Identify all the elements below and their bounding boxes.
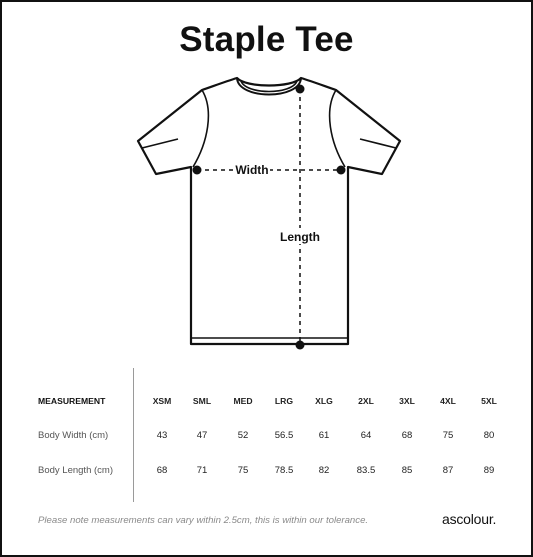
width-left-dot <box>193 166 202 175</box>
body-width-value-med: 52 <box>237 430 249 441</box>
page-title: Staple Tee <box>179 20 354 59</box>
body-width-value-xlg: 61 <box>318 430 330 441</box>
length-top-dot <box>296 85 305 94</box>
tshirt-diagram <box>2 2 531 362</box>
body-length-value-5xl: 89 <box>483 465 495 476</box>
body-length-row-label: Body Length (cm) <box>38 465 113 476</box>
body-width-value-5xl: 80 <box>483 430 495 441</box>
body-width-value-3xl: 68 <box>401 430 413 441</box>
width-label: Width <box>235 163 269 177</box>
size-header-sml: SML <box>192 396 212 406</box>
length-label: Length <box>280 230 320 244</box>
size-header-3xl: 3XL <box>399 396 415 406</box>
body-width-value-4xl: 75 <box>442 430 454 441</box>
body-width-value-sml: 47 <box>196 430 208 441</box>
size-header-xlg: XLG <box>315 396 333 406</box>
body-length-value-med: 75 <box>237 465 249 476</box>
length-bottom-dot <box>296 341 305 350</box>
body-width-value-lrg: 56.5 <box>274 430 294 441</box>
body-length-value-4xl: 87 <box>442 465 454 476</box>
tshirt-outline <box>138 78 400 344</box>
body-width-value-xsm: 43 <box>156 430 168 441</box>
brand-logo: ascolour. <box>442 511 497 527</box>
body-width-row-label: Body Width (cm) <box>38 430 109 441</box>
body-width-value-2xl: 64 <box>360 430 372 441</box>
body-length-value-xsm: 68 <box>156 465 168 476</box>
width-right-dot <box>337 166 346 175</box>
size-header-lrg: LRG <box>274 396 294 406</box>
body-length-value-2xl: 83.5 <box>356 465 376 476</box>
size-header-2xl: 2XL <box>358 396 374 406</box>
size-header-xsm: XSM <box>152 396 172 406</box>
tolerance-note: Please note measurements can vary within 2.5cm, this is within our tolerance. <box>38 515 369 526</box>
body-length-value-lrg: 78.5 <box>274 465 294 476</box>
body-length-value-3xl: 85 <box>401 465 413 476</box>
body-length-value-xlg: 82 <box>318 465 330 476</box>
size-header-5xl: 5XL <box>481 396 497 406</box>
measurement-header: MEASUREMENT <box>38 396 106 406</box>
size-header-4xl: 4XL <box>440 396 456 406</box>
size-header-med: MED <box>233 396 253 406</box>
table-divider <box>133 368 134 502</box>
body-length-value-sml: 71 <box>196 465 208 476</box>
